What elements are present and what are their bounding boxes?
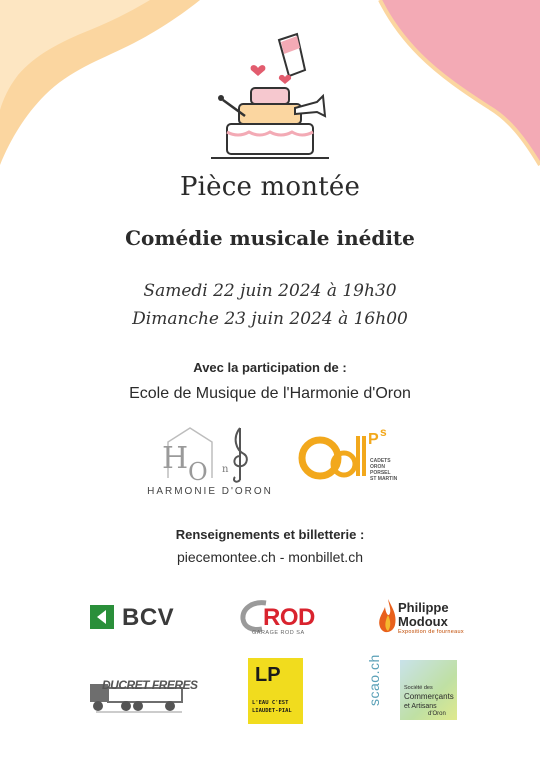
lp-text-line2: LIAUDET-PIAL xyxy=(252,708,292,714)
poster-subtitle: Comédie musicale inédite xyxy=(125,226,415,250)
svg-text:n: n xyxy=(222,464,229,475)
lp-text-line1: L'EAU C'EST xyxy=(252,700,289,706)
scao-line3: et Artisans xyxy=(404,703,437,710)
orange-corner-blob xyxy=(0,0,200,170)
rod-logo: ROD xyxy=(263,604,315,631)
modoux-logo-line1: Philippe xyxy=(398,600,449,615)
scao-line1: Société des xyxy=(404,685,433,691)
lp-letters: LP xyxy=(255,664,281,686)
scao-url: scao.ch xyxy=(366,654,382,706)
scao-line2: Commerçants xyxy=(404,692,454,701)
participation-label: Avec la participation de : xyxy=(193,360,347,375)
svg-text:H: H xyxy=(162,441,189,476)
layer-cake-illustration xyxy=(205,30,335,165)
rod-subtitle: GARAGE ROD SA xyxy=(252,630,305,636)
flame-icon xyxy=(377,597,399,637)
pink-corner-blob xyxy=(340,0,540,170)
performance-date-2: Dimanche 23 juin 2024 à 16h00 xyxy=(132,309,408,329)
participation-name: Ecole de Musique de l'Harmonie d'Oron xyxy=(129,385,411,402)
ticket-links[interactable]: piecemontee.ch - monbillet.ch xyxy=(177,549,363,565)
harmonie-logo-text: HARMONIE D'ORON xyxy=(147,486,273,497)
performance-date-1: Samedi 22 juin 2024 à 19h30 xyxy=(143,281,397,301)
info-label: Renseignements et billetterie : xyxy=(175,527,365,542)
bcv-logo: BCV xyxy=(122,604,175,631)
svg-text:O: O xyxy=(188,458,208,486)
modoux-subtitle: Exposition de fourneaux xyxy=(398,629,464,635)
poster-title: Pièce montée xyxy=(179,172,361,202)
coops-logo-text: CADETS ORON PORSEL ST MARTIN xyxy=(370,458,398,482)
svg-text:s: s xyxy=(380,425,387,439)
ducret-logo: DUCRET FRERES xyxy=(102,678,198,692)
modoux-logo-line2: Modoux xyxy=(398,614,448,629)
scao-line4: d'Oron xyxy=(428,711,446,717)
svg-text:P: P xyxy=(368,431,379,448)
